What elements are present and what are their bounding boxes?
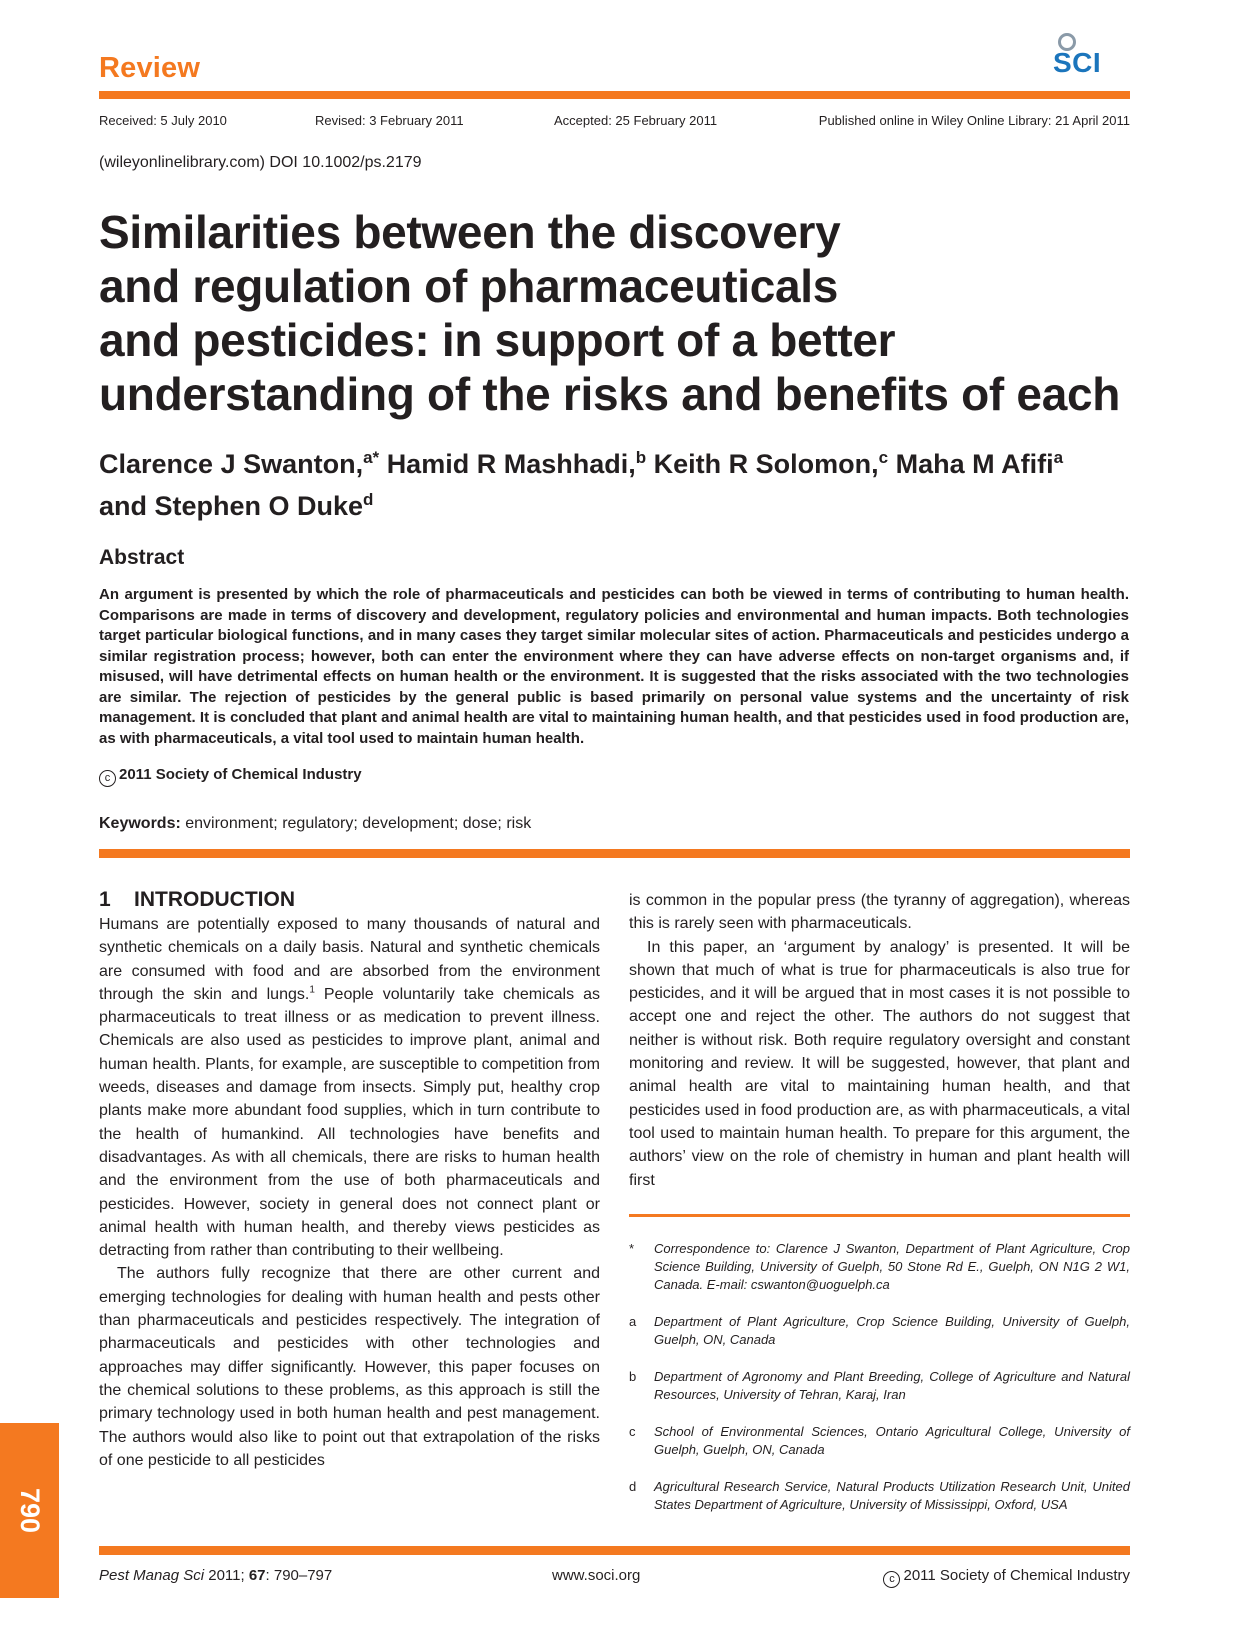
section-label: Review [99, 52, 201, 84]
footer-volume: 67 [248, 1567, 266, 1584]
abstract-rule [99, 849, 1130, 858]
section-heading-introduction: 1 INTRODUCTION [99, 888, 296, 911]
right-column [629, 889, 1130, 1192]
abstract-copyright-text: 2011 Society of Chemical Industry [119, 766, 362, 783]
author-name: and Stephen O Duke [99, 491, 364, 521]
published-date: Published online in Wiley Online Library: 21 April 2011 [818, 113, 1130, 128]
author-name: Clarence J Swanton, [99, 449, 364, 479]
author-affiliation: a* [363, 448, 380, 467]
author-affiliation: c [878, 448, 889, 467]
paragraph: The authors fully recognize that there are other current and emerging technologies for dealing with human health and pests other than pharmaceuticals and pesticides respectively. The integration of pharmaceuticals and pesticides with other technologies and approaches may differ significantly. However, this paper focuses on the chemical solutions to these problems, as this approach is still the primary technology used in both human health and pest management. The authors would also like to point out that extrapolation of the risks of one pesticide to all pesticides [99, 1265, 600, 1469]
footnote-mark: d [629, 1479, 637, 1494]
footnote-text: Agricultural Research Service, Natural Products Utilization Research Unit, United States Department of Agriculture, University of Mississippi, Oxford, USA [654, 1479, 1130, 1512]
received-date: Received: 5 July 2010 [99, 113, 227, 128]
paragraph: is common in the popular press (the tyranny of aggregation), whereas this is rarely seen with pharmaceuticals. [629, 892, 1130, 933]
footnote-rule [629, 1214, 1130, 1217]
abstract-heading: Abstract [99, 546, 185, 569]
title-line: Similarities between the discovery [99, 206, 841, 258]
footer-pages: : 790–797 [265, 1567, 333, 1584]
keywords-label: Keywords: [99, 815, 181, 832]
citation-ref[interactable]: 1 [309, 984, 315, 996]
footer-year: 2011; [204, 1567, 249, 1584]
author-name: Maha M Afifi [895, 449, 1054, 479]
article-title [99, 205, 1149, 421]
footnote-text: School of Environmental Sciences, Ontario Agricultural College, University of Guelph, Guelph, ON, Canada [654, 1424, 1130, 1457]
paragraph-text: People voluntarily take chemicals as pharmaceuticals to treat illness or as medication to prevent illness. Chemicals are also used as pesticides to improve plant, animal and human health. Plants, for example, are susceptible to competition from weeds, diseases and damage from insects. Simply put, healthy crop plants make more abundant food supplies, which in turn contribute to the health of humankind. All technologies have benefits and disadvantages. As with all chemicals, there are risks to human health and the environment from the use of both pharmaceuticals and pesticides. However, society in general does not connect plant or animal health with human health, and thereby views pesticides as detracting from rather than contributing to their wellbeing. [99, 985, 600, 1260]
author-list [99, 440, 1149, 524]
paragraph: In this paper, an ‘argument by analogy’ is presented. It will be shown that much of what is true for pharmaceuticals is also true for pesticides, and it will be argued that in most cases it is not possible to accept one and reject the other. The authors do not suggest that neither is without risk. Both require regulatory oversight and constant monitoring and review. It will be suggested, however, that plant and animal health are vital to maintaining human health, and that pesticides used in food production are, as with pharmaceuticals, a vital tool used to maintain human health. To prepare for this argument, the authors’ view on the role of chemistry in human and plant health will first [629, 938, 1130, 1189]
doi[interactable]: (wileyonlinelibrary.com) DOI 10.1002/ps.2179 [99, 154, 422, 171]
abstract-copyright [99, 766, 362, 787]
page-number: 790 [15, 1488, 45, 1534]
author-affiliation: a [1053, 448, 1064, 467]
copyright-icon: c [883, 1571, 900, 1588]
footnote-affiliation-a [629, 1313, 1130, 1349]
accepted-date: Accepted: 25 February 2011 [554, 113, 718, 128]
footnote-text[interactable]: Correspondence to: Clarence J Swanton, Department of Plant Agriculture, Crop Science Building, University of Guelph, 50 Stone Rd E., Guelph, ON N1G 2 W1, Canada. E-mail: cswanton@uoguelph.ca [654, 1241, 1130, 1292]
footnote-text: Department of Plant Agriculture, Crop Science Building, University of Guelph, Guelph, ON, Canada [654, 1314, 1130, 1347]
author-affiliation: b [635, 448, 647, 467]
footnote-text: Department of Agronomy and Plant Breeding, College of Agriculture and Natural Resources, University of Tehran, Karaj, Iran [654, 1369, 1130, 1402]
logo-text: SCI [1053, 47, 1102, 78]
footnote-correspondence [629, 1240, 1130, 1294]
footer-journal: Pest Manag Sci [99, 1567, 205, 1584]
keywords [99, 815, 531, 833]
footnote-mark: a [629, 1314, 637, 1329]
copyright-icon: c [99, 770, 116, 787]
footer-copyright-text: 2011 Society of Chemical Industry [903, 1567, 1130, 1584]
title-line: and regulation of pharmaceuticals [99, 260, 839, 312]
revised-date: Revised: 3 February 2011 [315, 113, 464, 128]
paragraph-text: Humans are potentially exposed to many thousands of natural and synthetic chemicals on a daily basis. Natural and synthetic chemicals are consumed with food and are absorbed from the environment through the skin and lungs. [99, 916, 600, 1003]
footer-citation [99, 1567, 332, 1584]
title-line: and pesticides: in support of a better [99, 314, 896, 366]
footnote-affiliation-d [629, 1478, 1130, 1514]
footer-copyright [883, 1567, 1130, 1588]
author-name: Keith R Solomon, [653, 449, 879, 479]
author-name: Hamid R Mashhadi, [386, 449, 636, 479]
author-affiliation: d [363, 490, 374, 509]
header-rule [99, 91, 1130, 99]
footnote-mark: c [629, 1424, 636, 1439]
footnote-mark: * [629, 1241, 635, 1256]
left-column [99, 913, 600, 1472]
footnote-mark: b [629, 1369, 637, 1384]
keywords-value: environment; regulatory; development; dose; risk [185, 815, 532, 832]
footnote-affiliation-c [629, 1423, 1130, 1459]
abstract-body: An argument is presented by which the role of pharmaceuticals and pesticides can both be viewed in terms of contributing to human health. Comparisons are made in terms of discovery and development, regulatory policies and environmental and human impacts. Both technologies target particular biological functions, and in many cases they target similar molecular sites of action. Pharmaceuticals and pesticides undergo a similar registration process; however, both can enter the environment where they can have adverse effects on non-target organisms and, if misused, will have detrimental effects on human health or the environment. It is suggested that the risks associated with the two technologies are similar. The rejection of pesticides by the general public is based primarily on personal value systems and the uncertainty of risk management. It is concluded that plant and animal health are vital to maintaining human health, and that pesticides used in food production are, as with pharmaceuticals, a vital tool used to maintain human health. [99, 586, 1129, 747]
sci-logo [1053, 30, 1123, 84]
paragraph [99, 913, 600, 1262]
footer-rule [99, 1546, 1130, 1555]
footnote-affiliation-b [629, 1368, 1130, 1404]
title-line: understanding of the risks and benefits of each [99, 368, 1121, 420]
footer-website[interactable]: www.soci.org [552, 1567, 641, 1584]
